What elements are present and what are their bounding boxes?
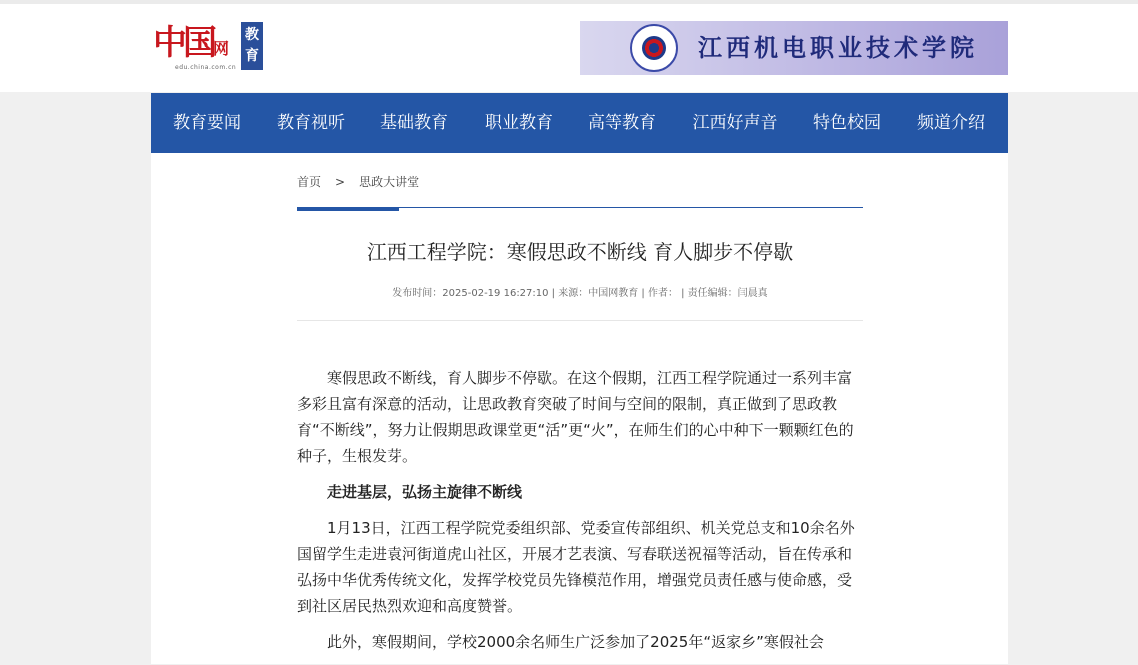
breadcrumb-current-link[interactable]: 思政大讲堂 xyxy=(359,175,420,189)
logo-wang-text: 网 xyxy=(213,39,230,58)
nav-item-jiangxi[interactable]: 江西好声音 xyxy=(692,113,778,133)
ad-banner[interactable] xyxy=(580,21,1008,75)
logo-url-text: edu.china.com.cn xyxy=(175,64,237,71)
nav-item-higher[interactable]: 高等教育 xyxy=(588,113,656,133)
article-body xyxy=(297,365,857,665)
nav-item-about[interactable]: 频道介绍 xyxy=(917,113,985,133)
main-nav xyxy=(151,93,1008,153)
breadcrumb xyxy=(297,173,419,191)
breadcrumb-home-link[interactable]: 首页 xyxy=(297,175,322,189)
nav-item-vocational[interactable]: 职业教育 xyxy=(485,113,553,133)
article-paragraph: 1月13日，江西工程学院党委组织部、党委宣传部组织、机关党总支和10余名外国留学生走进袁河街道虎山社区，开展才艺表演、写春联送祝福等活动，旨在传承和弘扬中华优秀传统文化，发挥学校党员先锋模范作用，增强党员责任感与使命感，受到社区居民热烈欢迎和高度赞誉。 xyxy=(297,519,855,615)
meta-divider xyxy=(297,320,863,321)
college-emblem-icon xyxy=(630,24,678,72)
logo-main-text: 中国 xyxy=(153,23,213,63)
breadcrumb-separator: > xyxy=(335,175,346,189)
article-subheading: 走进基层，弘扬主旋律不断线 xyxy=(327,483,523,501)
article-meta: 发布时间：2025-02-19 16:27:10 | 来源：中国网教育 | 作者： | 责任编辑：闫晨真 xyxy=(392,288,768,299)
site-logo[interactable] xyxy=(151,22,266,74)
channel-tag: 教育 xyxy=(241,22,263,70)
nav-item-video[interactable]: 教育视听 xyxy=(277,113,345,133)
gear-icon xyxy=(642,36,666,60)
site-header xyxy=(0,4,1138,92)
article-title: 江西工程学院：寒假思政不断线 育人脚步不停歇 xyxy=(366,240,794,264)
banner-text: 江西机电职业技术学院 xyxy=(698,33,978,62)
article-paragraph: 此外，寒假期间，学校2000余名师生广泛参加了2025年“返家乡”寒假社会 xyxy=(327,633,824,651)
content-page xyxy=(151,153,1008,664)
nav-item-news[interactable]: 教育要闻 xyxy=(173,113,241,133)
breadcrumb-divider-accent xyxy=(297,207,399,211)
article-paragraph: 寒假思政不断线，育人脚步不停歇。在这个假期，江西工程学院通过一系列丰富多彩且富有深意的活动，让思政教育突破了时间与空间的限制，真正做到了思政教育“不断线”，努力让假期思政课堂更“活”更“火”，在师生们的心中种下一颗颗红色的种子，生根发芽。 xyxy=(297,369,854,465)
logo-mark xyxy=(151,22,237,71)
nav-item-basic[interactable]: 基础教育 xyxy=(380,113,448,133)
nav-item-campus[interactable]: 特色校园 xyxy=(813,113,881,133)
